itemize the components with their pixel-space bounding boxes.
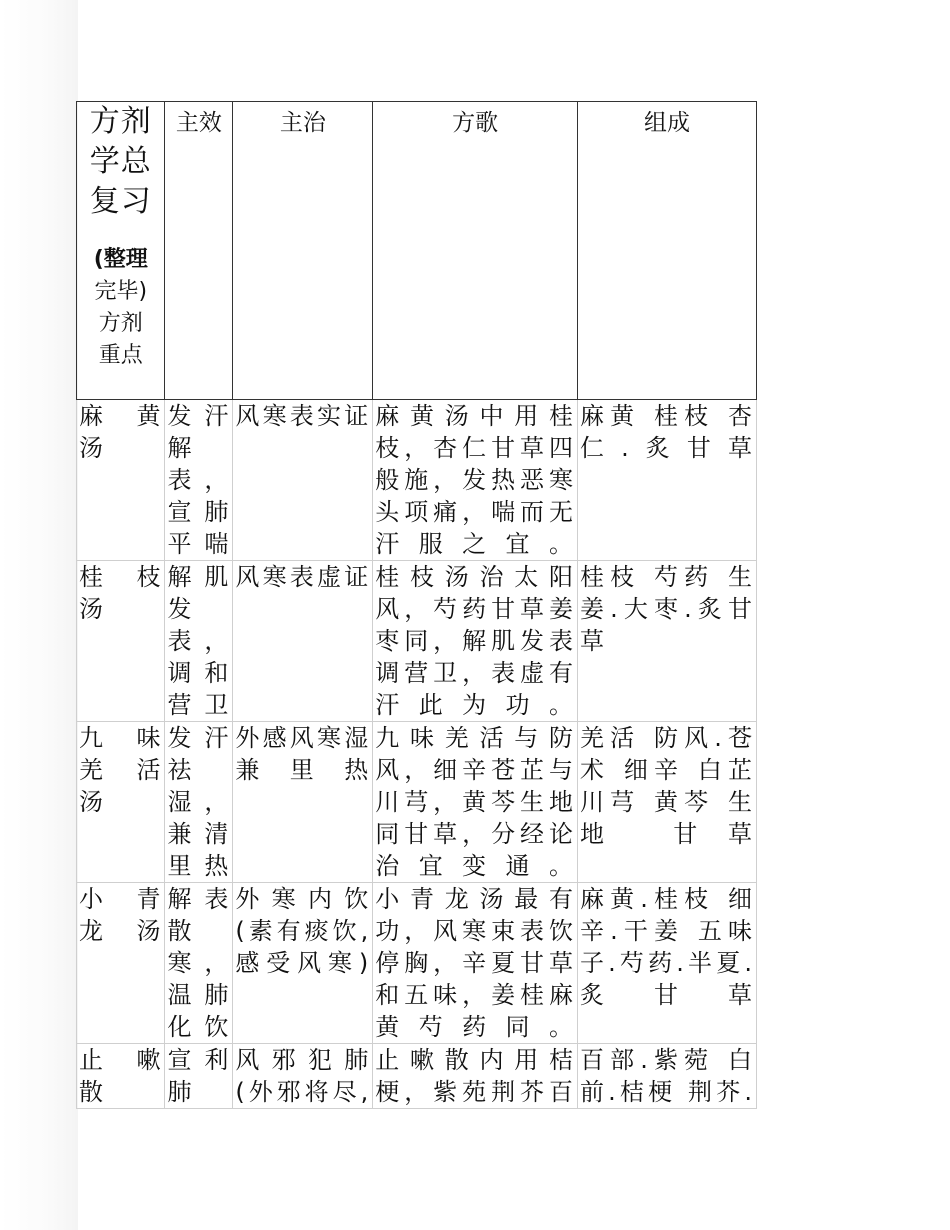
formula-name: 桂 枝汤	[77, 561, 165, 722]
formula-name: 止 嗽散	[77, 1044, 165, 1109]
formula-song: 麻黄汤中用桂枝，杏仁甘草四般施，发热恶寒头项痛，喘而无汗服之宜。	[373, 400, 578, 561]
formula-song: 止嗽散内用桔梗，紫苑荆芥百	[373, 1044, 578, 1109]
column-header-effect	[165, 102, 233, 400]
subtitle-line: (整理	[93, 247, 148, 272]
table-row	[77, 400, 757, 561]
formula-effect: 发汗解表，宣肺平喘	[165, 400, 233, 561]
subtitle-line: 重点	[98, 343, 143, 368]
formula-song: 桂枝汤治太阳风，芍药甘草姜枣同，解肌发表调营卫，表虚有汗此为功。	[373, 561, 578, 722]
formula-indication: 外寒内饮(素有痰饮,感受风寒)	[233, 883, 373, 1044]
formula-composition: 桂枝 芍药 生姜.大枣.炙甘草	[577, 561, 756, 722]
column-header-composition	[577, 102, 756, 400]
column-label: 方歌	[452, 110, 499, 136]
table-row	[77, 561, 757, 722]
formula-effect: 宣利肺	[165, 1044, 233, 1109]
column-label: 组成	[643, 110, 690, 136]
formula-indication: 外感风寒湿兼里热	[233, 722, 373, 883]
formula-name: 九 味羌 活汤	[77, 722, 165, 883]
formula-indication: 风邪犯肺(外邪将尽,	[233, 1044, 373, 1109]
table-row	[77, 1044, 757, 1109]
table-row	[77, 883, 757, 1044]
formula-indication: 风寒表虚证	[233, 561, 373, 722]
subtitle-line: 完毕)	[94, 279, 148, 304]
title-cell	[77, 102, 165, 400]
title-line: 复习	[89, 184, 152, 219]
formula-table	[76, 101, 757, 1109]
formula-name: 小 青龙汤	[77, 883, 165, 1044]
formula-effect: 解表散寒，温肺化饮	[165, 883, 233, 1044]
formula-effect: 解肌发表，调和营卫	[165, 561, 233, 722]
formula-song: 九味羌活与防风，细辛苍芷与川芎，黄芩生地同甘草，分经论治宜变通。	[373, 722, 578, 883]
subtitle-line: 方剂	[98, 311, 143, 336]
column-label: 主治	[279, 110, 326, 136]
table-row	[77, 722, 757, 883]
formula-composition: 麻黄 桂枝 杏仁.炙甘草	[577, 400, 756, 561]
column-header-song	[373, 102, 578, 400]
formula-indication: 风寒表实证	[233, 400, 373, 561]
title-line: 学总	[89, 144, 152, 179]
column-header-indication	[233, 102, 373, 400]
formula-composition: 羌活 防风.苍术 细辛 白芷 川芎 黄芩 生地 甘草	[577, 722, 756, 883]
page-margin	[0, 0, 78, 1230]
formula-composition: 麻黄.桂枝 细辛.干姜 五味子.芍药.半夏.炙甘草	[577, 883, 756, 1044]
formula-song: 小青龙汤最有功，风寒束表饮停胸，辛夏甘草和五味，姜桂麻黄芍药同。	[373, 883, 578, 1044]
formula-name: 麻 黄汤	[77, 400, 165, 561]
title-line: 方剂	[89, 104, 152, 139]
column-label: 主效	[175, 110, 222, 136]
formula-composition: 百部.紫菀 白前.桔梗 荆芥.	[577, 1044, 756, 1109]
header-row	[77, 102, 757, 400]
formula-effect: 发汗祛湿，兼清里热	[165, 722, 233, 883]
